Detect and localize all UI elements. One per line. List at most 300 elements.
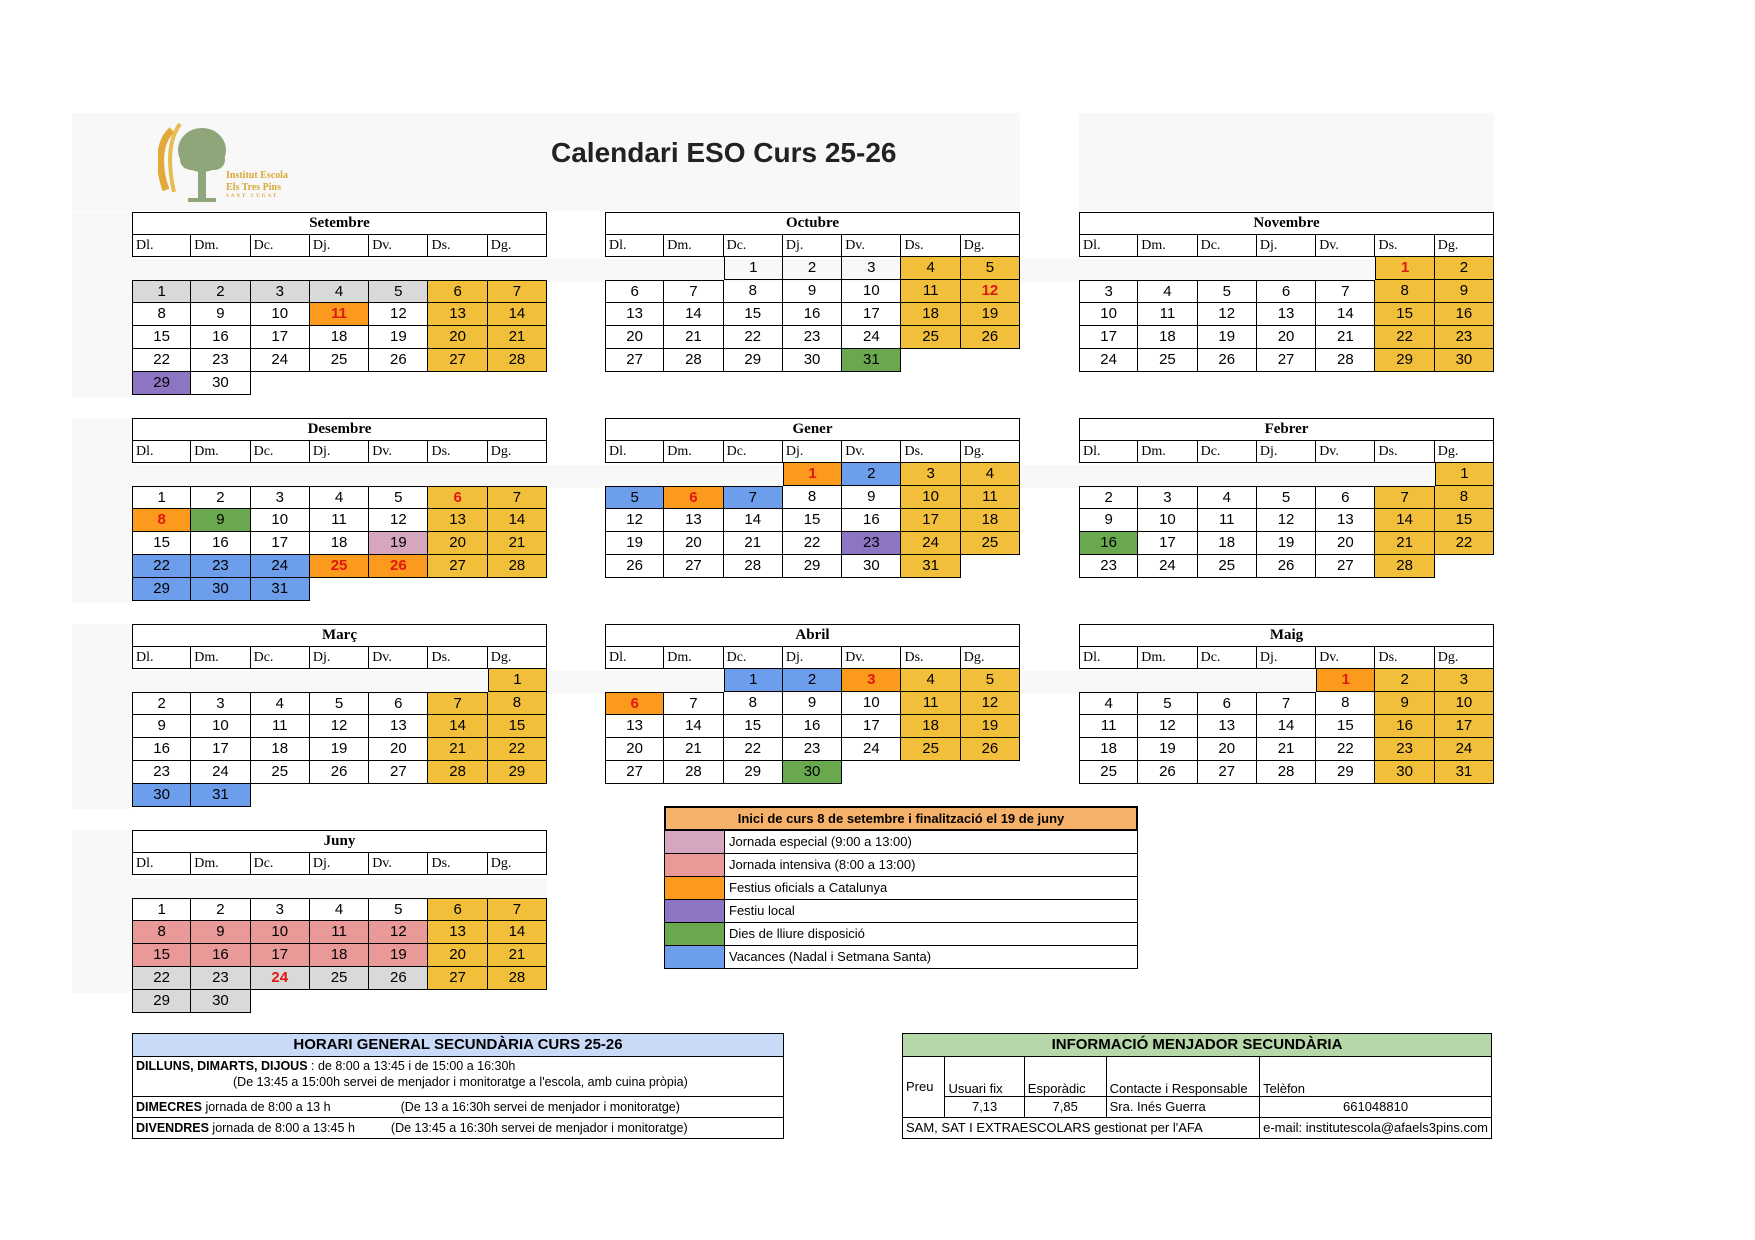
week-row [132, 349, 547, 372]
day-cell: 10 [842, 692, 901, 715]
day-cell: 26 [369, 555, 428, 578]
day-cell: 14 [488, 921, 547, 944]
weekday-header: Ds. [1375, 234, 1434, 257]
weekday-header: Dl. [1079, 234, 1138, 257]
weekday-header: Dg. [488, 440, 547, 463]
legend-label: Festius oficials a Catalunya [729, 880, 888, 895]
weekday-header: Dv. [1316, 646, 1375, 669]
schedule-hours: jornada de 8:00 a 13 h [201, 1100, 331, 1114]
day-cell: 27 [428, 349, 487, 372]
day-cell: 30 [191, 372, 250, 395]
empty-day-cell [369, 784, 428, 807]
week-row [1079, 509, 1494, 532]
day-cell: 12 [605, 509, 664, 532]
day-cell: 14 [664, 715, 723, 738]
week-row [1079, 349, 1494, 372]
day-cell: 1 [783, 463, 842, 486]
empty-day-cell [842, 761, 901, 784]
day-cell: 24 [901, 532, 960, 555]
empty-day-cell [605, 669, 664, 692]
empty-day-cell [310, 990, 369, 1013]
empty-day-cell [488, 463, 547, 486]
legend-item [664, 854, 1138, 877]
weekday-header-row [605, 234, 1020, 257]
day-cell: 22 [1316, 738, 1375, 761]
weekday-header: Ds. [1375, 646, 1434, 669]
day-cell: 6 [428, 280, 487, 303]
day-cell: 4 [901, 257, 960, 280]
day-cell: 19 [369, 944, 428, 967]
weekday-header: Dc. [251, 852, 310, 875]
day-cell: 28 [664, 349, 723, 372]
weekday-header: Dm. [191, 440, 250, 463]
day-cell: 19 [1198, 326, 1257, 349]
day-cell: 2 [191, 280, 250, 303]
day-cell: 12 [961, 280, 1020, 303]
schedule-row-mon-tue-thu [132, 1057, 784, 1097]
day-cell: 17 [1435, 715, 1494, 738]
day-cell: 20 [605, 326, 664, 349]
weekday-header: Dj. [1257, 440, 1316, 463]
day-cell: 24 [191, 761, 250, 784]
weekday-header: Dg. [1435, 234, 1494, 257]
day-cell: 20 [664, 532, 723, 555]
day-cell: 11 [310, 509, 369, 532]
weekday-header: Dm. [664, 440, 723, 463]
day-cell: 26 [369, 967, 428, 990]
day-cell: 23 [191, 967, 250, 990]
day-cell: 11 [1079, 715, 1138, 738]
day-cell: 21 [488, 326, 547, 349]
day-cell: 12 [369, 921, 428, 944]
week-row [132, 715, 547, 738]
school-logo [158, 120, 318, 202]
legend-item [664, 946, 1138, 969]
day-cell: 25 [310, 349, 369, 372]
day-cell: 13 [664, 509, 723, 532]
day-cell: 3 [251, 280, 310, 303]
weekday-header: Dm. [191, 646, 250, 669]
day-cell: 31 [191, 784, 250, 807]
weekday-header: Dl. [132, 852, 191, 875]
day-cell: 5 [605, 486, 664, 509]
day-cell: 3 [1138, 486, 1197, 509]
day-cell: 14 [488, 509, 547, 532]
weekday-header: Dl. [1079, 440, 1138, 463]
month-abril [605, 624, 1020, 784]
weekday-header-row [1079, 440, 1494, 463]
day-cell: 21 [724, 532, 783, 555]
weekday-header: Dg. [961, 646, 1020, 669]
day-cell: 27 [605, 349, 664, 372]
empty-day-cell [1257, 463, 1316, 486]
day-cell: 20 [428, 326, 487, 349]
weekday-header-row [132, 852, 547, 875]
week-row [132, 967, 547, 990]
weekday-header: Dc. [724, 646, 783, 669]
day-cell: 18 [310, 944, 369, 967]
day-cell: 8 [783, 486, 842, 509]
legend-label: Vacances (Nadal i Setmana Santa) [729, 949, 932, 964]
day-cell: 21 [1257, 738, 1316, 761]
logo-text-line3: SANT CUGAT [226, 194, 279, 199]
empty-day-cell [310, 875, 369, 898]
empty-day-cell [901, 349, 960, 372]
weekday-header-row [1079, 234, 1494, 257]
empty-day-cell [664, 463, 723, 486]
month-octubre [605, 212, 1020, 372]
day-cell: 12 [1257, 509, 1316, 532]
day-cell: 23 [191, 349, 250, 372]
day-cell: 17 [842, 303, 901, 326]
day-cell: 22 [1435, 532, 1494, 555]
day-cell: 7 [488, 280, 547, 303]
day-cell: 20 [605, 738, 664, 761]
schedule-note: (De 13 a 16:30h servei de menjador i monitoratge) [400, 1100, 680, 1114]
weekday-header: Dj. [310, 440, 369, 463]
day-cell: 11 [901, 692, 960, 715]
legend-label: Jornada intensiva (8:00 a 13:00) [729, 857, 916, 872]
week-row [605, 532, 1020, 555]
weekday-header: Dj. [310, 852, 369, 875]
day-cell: 29 [132, 990, 191, 1013]
empty-day-cell [1079, 463, 1138, 486]
day-cell: 23 [132, 761, 191, 784]
weekday-header: Dc. [251, 234, 310, 257]
weekday-header: Dg. [961, 234, 1020, 257]
empty-day-cell [310, 257, 369, 280]
weekday-header: Dm. [1138, 234, 1197, 257]
weekday-header: Dv. [1316, 234, 1375, 257]
week-row [605, 326, 1020, 349]
weekday-header: Ds. [428, 646, 487, 669]
day-cell: 22 [1375, 326, 1434, 349]
weekday-header: Dm. [1138, 646, 1197, 669]
day-cell: 26 [1198, 349, 1257, 372]
day-cell: 16 [191, 532, 250, 555]
day-cell: 22 [132, 555, 191, 578]
weekday-header: Dv. [369, 234, 428, 257]
month-title: Octubre [605, 212, 1020, 234]
day-cell: 12 [369, 303, 428, 326]
day-cell: 6 [605, 692, 664, 715]
day-cell: 29 [488, 761, 547, 784]
day-cell: 27 [369, 761, 428, 784]
month-title: Setembre [132, 212, 547, 234]
day-cell: 20 [1257, 326, 1316, 349]
day-cell: 5 [369, 486, 428, 509]
day-cell: 14 [1316, 303, 1375, 326]
day-cell: 3 [1079, 280, 1138, 303]
week-row [605, 715, 1020, 738]
day-cell: 11 [310, 921, 369, 944]
day-cell: 1 [724, 257, 783, 280]
logo-text-line2: Els Tres Pins [226, 182, 282, 193]
week-row [605, 509, 1020, 532]
week-row [1079, 303, 1494, 326]
weekday-header: Ds. [428, 234, 487, 257]
margin-band-1 [72, 212, 132, 397]
day-cell: 21 [428, 738, 487, 761]
logo-text-line1: Institut Escola [226, 170, 288, 181]
day-cell: 2 [842, 463, 901, 486]
day-cell: 16 [191, 944, 250, 967]
empty-day-cell [1079, 669, 1138, 692]
day-cell: 25 [1079, 761, 1138, 784]
day-cell: 8 [132, 303, 191, 326]
weekday-header: Dj. [783, 646, 842, 669]
week-row [132, 669, 547, 692]
weekday-header: Dl. [1079, 646, 1138, 669]
day-cell: 16 [132, 738, 191, 761]
schedule-note: (De 13:45 a 15:00h servei de menjador i monitoratge a l'escola, amb cuina pròpia) [233, 1075, 688, 1089]
empty-day-cell [251, 257, 310, 280]
weekday-header-row [605, 646, 1020, 669]
day-cell: 24 [842, 326, 901, 349]
empty-day-cell [1198, 463, 1257, 486]
day-cell: 11 [1138, 303, 1197, 326]
day-cell: 12 [310, 715, 369, 738]
empty-day-cell [251, 990, 310, 1013]
weekday-header: Dj. [783, 234, 842, 257]
weekday-header: Ds. [901, 234, 960, 257]
week-row [1079, 715, 1494, 738]
day-cell: 13 [428, 921, 487, 944]
week-row [132, 532, 547, 555]
empty-day-cell [488, 875, 547, 898]
day-cell: 2 [1375, 669, 1434, 692]
day-cell: 3 [1435, 669, 1494, 692]
week-row [132, 738, 547, 761]
day-cell: 16 [1079, 532, 1138, 555]
empty-day-cell [488, 784, 547, 807]
dining-table [902, 1057, 1492, 1139]
day-cell: 27 [1257, 349, 1316, 372]
weekday-header: Dj. [310, 234, 369, 257]
day-cell: 10 [1138, 509, 1197, 532]
day-cell: 19 [961, 715, 1020, 738]
day-cell: 7 [1375, 486, 1434, 509]
week-row [1079, 257, 1494, 280]
empty-day-cell [1316, 463, 1375, 486]
day-cell: 9 [1375, 692, 1434, 715]
day-cell: 25 [1198, 555, 1257, 578]
day-cell: 2 [191, 898, 250, 921]
day-cell: 27 [428, 967, 487, 990]
schedule-row-wed [132, 1097, 784, 1118]
day-cell: 6 [1198, 692, 1257, 715]
legend-label: Festiu local [729, 903, 795, 918]
empty-day-cell [428, 784, 487, 807]
day-cell: 18 [901, 715, 960, 738]
day-cell: 19 [961, 303, 1020, 326]
legend-swatch [665, 946, 725, 968]
weekday-header: Dm. [1138, 440, 1197, 463]
day-cell: 29 [132, 578, 191, 601]
day-cell: 1 [724, 669, 783, 692]
week-row [132, 761, 547, 784]
legend-swatch [665, 854, 725, 876]
weekday-header: Dj. [1257, 234, 1316, 257]
day-cell: 22 [488, 738, 547, 761]
day-cell: 31 [842, 349, 901, 372]
empty-day-cell [664, 257, 723, 280]
day-cell: 13 [428, 509, 487, 532]
empty-day-cell [369, 875, 428, 898]
weekday-header: Dv. [1316, 440, 1375, 463]
day-cell: 18 [1198, 532, 1257, 555]
week-row [1079, 463, 1494, 486]
day-cell: 9 [1435, 280, 1494, 303]
day-cell: 11 [251, 715, 310, 738]
week-row [605, 463, 1020, 486]
day-cell: 29 [1375, 349, 1434, 372]
day-cell: 10 [901, 486, 960, 509]
day-cell: 22 [724, 326, 783, 349]
week-row [1079, 280, 1494, 303]
day-cell: 15 [1375, 303, 1434, 326]
day-cell: 26 [605, 555, 664, 578]
day-cell: 5 [369, 280, 428, 303]
legend-item [664, 900, 1138, 923]
weekday-header: Dv. [369, 852, 428, 875]
legend-label: Jornada especial (9:00 a 13:00) [729, 834, 912, 849]
empty-day-cell [428, 669, 487, 692]
day-cell: 5 [310, 692, 369, 715]
day-cell: 21 [1375, 532, 1434, 555]
legend-label: Dies de lliure disposició [729, 926, 865, 941]
day-cell: 28 [1316, 349, 1375, 372]
day-cell: 21 [1316, 326, 1375, 349]
day-cell: 31 [1435, 761, 1494, 784]
day-cell: 1 [132, 898, 191, 921]
weekday-header: Dm. [664, 234, 723, 257]
weekday-header: Dm. [664, 646, 723, 669]
day-cell: 3 [901, 463, 960, 486]
day-cell: 29 [724, 349, 783, 372]
day-cell: 19 [1257, 532, 1316, 555]
contact-label: Contacte i Responsable [1106, 1057, 1260, 1096]
day-cell: 12 [1198, 303, 1257, 326]
weekday-header: Ds. [428, 440, 487, 463]
day-cell: 29 [724, 761, 783, 784]
day-cell: 13 [605, 303, 664, 326]
day-cell: 26 [1138, 761, 1197, 784]
empty-day-cell [369, 990, 428, 1013]
weekday-header: Dg. [961, 440, 1020, 463]
day-cell: 13 [605, 715, 664, 738]
day-cell: 29 [132, 372, 191, 395]
day-cell: 6 [605, 280, 664, 303]
empty-day-cell [428, 463, 487, 486]
day-cell: 13 [369, 715, 428, 738]
day-cell: 27 [605, 761, 664, 784]
weekday-header: Dv. [842, 440, 901, 463]
weekday-header-row [1079, 646, 1494, 669]
week-row [1079, 555, 1494, 578]
day-cell: 23 [783, 326, 842, 349]
empty-day-cell [428, 372, 487, 395]
contact-email[interactable]: e-mail: institutescola@afaels3pins.com [1260, 1117, 1492, 1138]
day-cell: 23 [1435, 326, 1494, 349]
day-cell: 9 [1079, 509, 1138, 532]
weekday-header: Dl. [605, 646, 664, 669]
week-row [605, 349, 1020, 372]
weekday-header-row [132, 234, 547, 257]
dining-header: INFORMACIÓ MENJADOR SECUNDÀRIA [902, 1033, 1492, 1057]
day-cell: 17 [842, 715, 901, 738]
day-cell: 8 [132, 921, 191, 944]
legend [664, 806, 1138, 969]
day-cell: 3 [191, 692, 250, 715]
weekday-header: Dg. [1435, 440, 1494, 463]
week-row [1079, 761, 1494, 784]
week-row [132, 486, 547, 509]
day-cell: 4 [310, 898, 369, 921]
day-cell: 14 [1257, 715, 1316, 738]
margin-band-4 [72, 830, 132, 993]
day-cell: 7 [488, 486, 547, 509]
month-title: Febrer [1079, 418, 1494, 440]
day-cell: 20 [428, 944, 487, 967]
day-cell: 6 [428, 486, 487, 509]
day-cell: 1 [132, 280, 191, 303]
day-cell: 21 [488, 532, 547, 555]
day-cell: 9 [191, 303, 250, 326]
weekday-header-row [132, 440, 547, 463]
week-row [605, 486, 1020, 509]
day-cell: 7 [428, 692, 487, 715]
day-cell: 20 [428, 532, 487, 555]
day-cell: 20 [1316, 532, 1375, 555]
empty-day-cell [191, 875, 250, 898]
weekday-header: Dv. [369, 440, 428, 463]
weekday-header: Dg. [1435, 646, 1494, 669]
empty-day-cell [310, 463, 369, 486]
day-cell: 18 [1079, 738, 1138, 761]
empty-day-cell [901, 761, 960, 784]
empty-day-cell [428, 875, 487, 898]
day-cell: 14 [724, 509, 783, 532]
week-row [1079, 486, 1494, 509]
weekday-header-row [605, 440, 1020, 463]
weekday-header: Dl. [605, 440, 664, 463]
month-gener [605, 418, 1020, 578]
contact-name: Sra. Inés Guerra [1106, 1096, 1260, 1117]
day-cell: 19 [369, 326, 428, 349]
day-cell: 30 [783, 349, 842, 372]
week-row [605, 280, 1020, 303]
empty-day-cell [369, 463, 428, 486]
empty-day-cell [488, 257, 547, 280]
empty-day-cell [310, 784, 369, 807]
day-cell: 13 [1198, 715, 1257, 738]
empty-day-cell [251, 372, 310, 395]
day-cell: 10 [251, 509, 310, 532]
month-maig [1079, 624, 1494, 784]
empty-day-cell [369, 578, 428, 601]
day-cell: 18 [901, 303, 960, 326]
empty-day-cell [310, 669, 369, 692]
weekday-header: Dj. [310, 646, 369, 669]
fixed-user-label: Usuari fix [945, 1057, 1024, 1096]
day-cell: 17 [251, 532, 310, 555]
empty-day-cell [1257, 669, 1316, 692]
day-cell: 10 [1435, 692, 1494, 715]
day-cell: 28 [428, 761, 487, 784]
weekday-header: Dc. [1198, 234, 1257, 257]
empty-day-cell [132, 875, 191, 898]
